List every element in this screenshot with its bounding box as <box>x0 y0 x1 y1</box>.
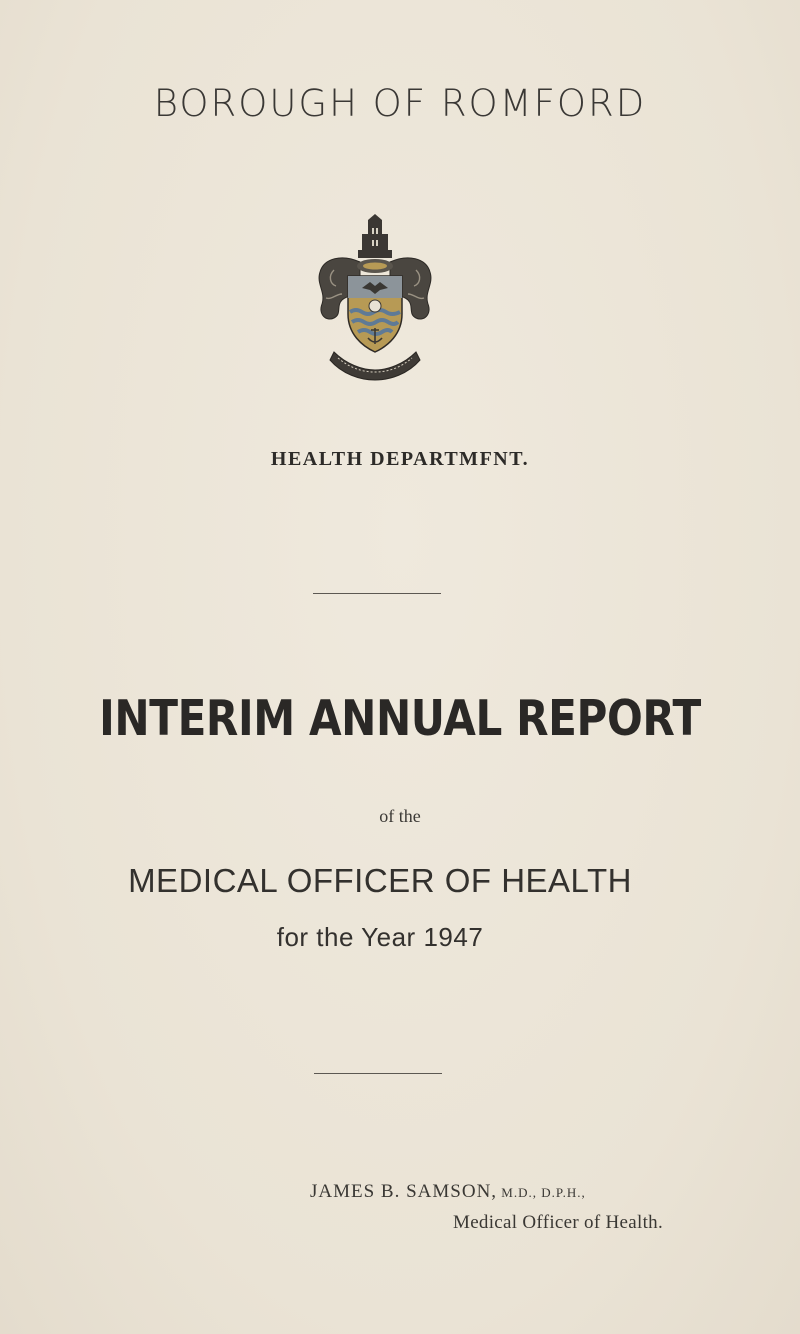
report-title: INTERIM ANNUAL REPORT <box>99 690 701 747</box>
borough-heading: BOROUGH OF ROMFORD <box>153 82 647 125</box>
divider-rule <box>313 593 441 594</box>
signatory-qualifications: M.D., D.P.H., <box>497 1185 586 1200</box>
signatory-name <box>310 1181 586 1203</box>
of-the-text: of the <box>379 806 421 826</box>
department-heading: HEALTH DEPARTMFNT. <box>270 448 530 470</box>
officer-title: MEDICAL OFFICER OF HEALTH <box>128 862 632 899</box>
signatory-name-text: JAMES B. SAMSON, <box>310 1181 498 1202</box>
report-year: for the Year 1947 <box>276 922 484 952</box>
divider-rule <box>314 1073 442 1074</box>
signatory-role: Medical Officer of Health. <box>453 1212 664 1233</box>
coat-of-arms-icon <box>312 214 438 384</box>
